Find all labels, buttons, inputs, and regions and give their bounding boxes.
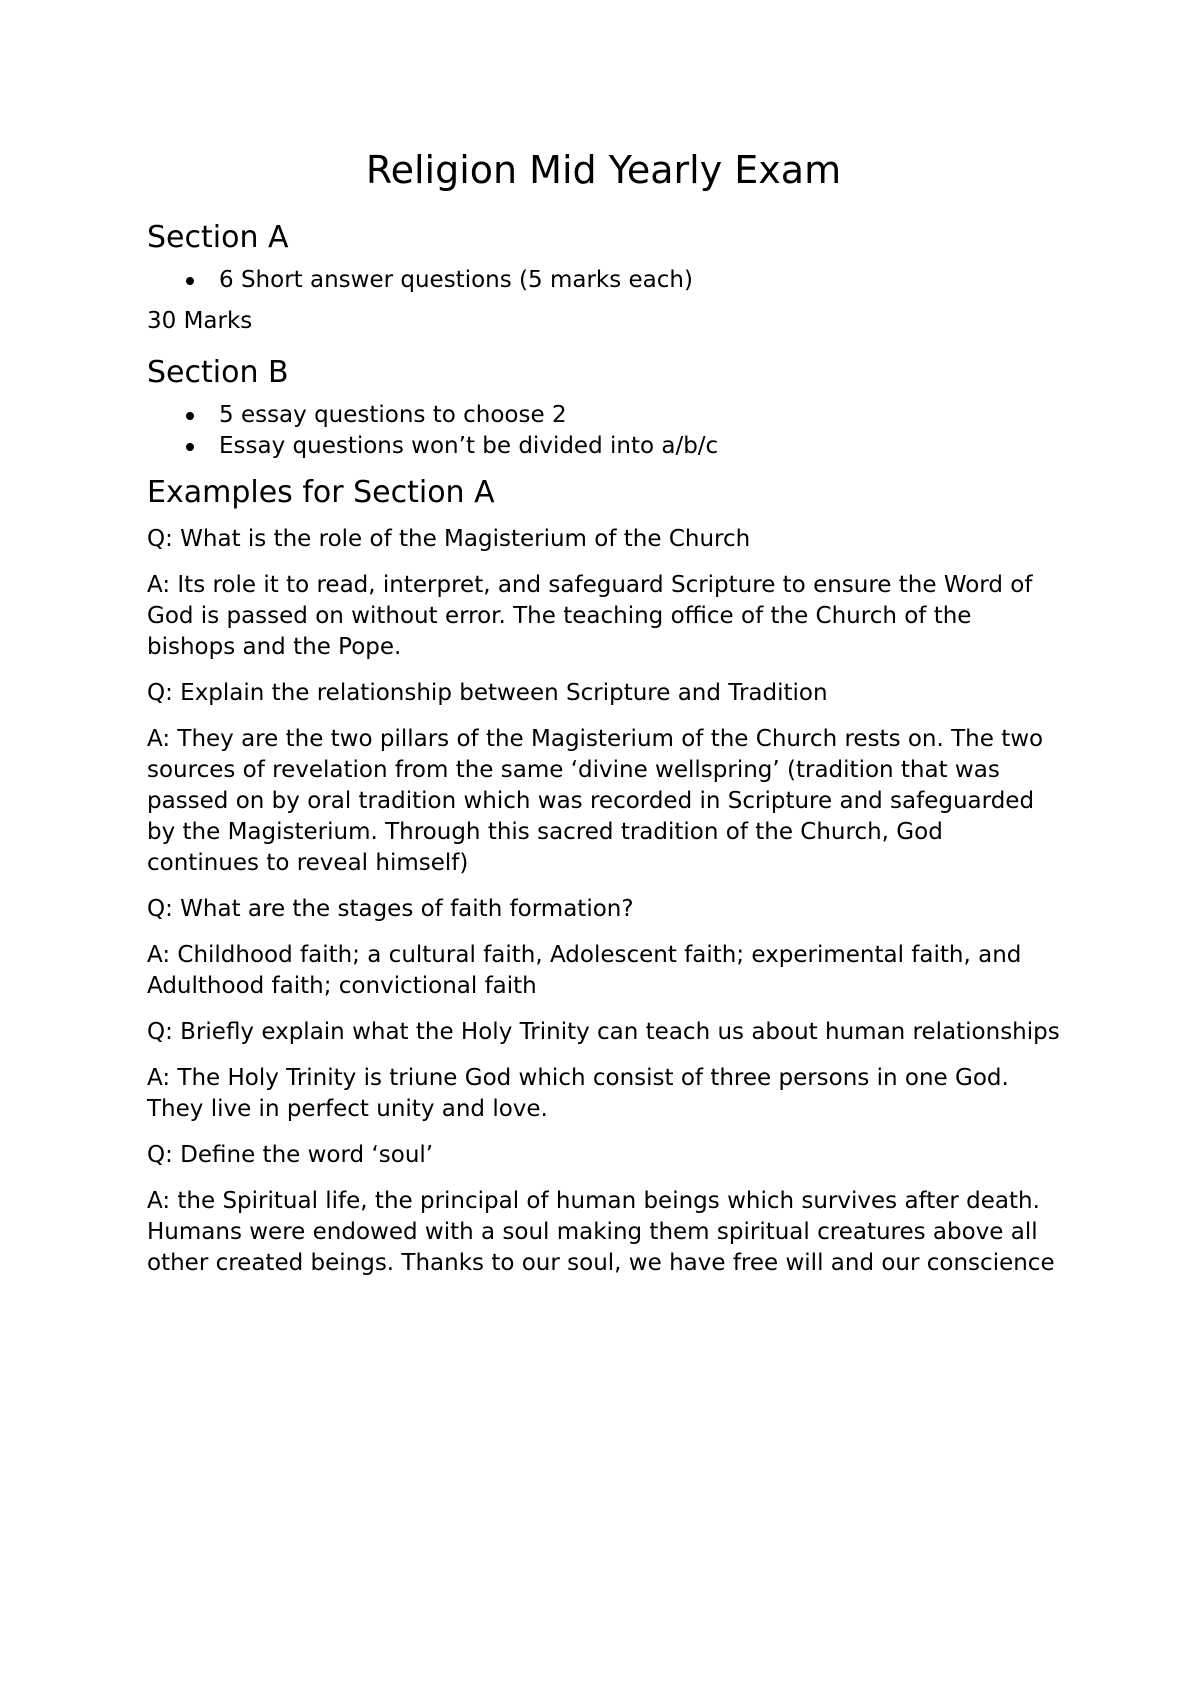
question-2: Q: Explain the relationship between Scripture and Tradition [147, 680, 828, 706]
bullet-icon [186, 443, 194, 451]
question-3: Q: What are the stages of faith formation? [147, 896, 634, 922]
question-1: Q: What is the role of the Magisterium of the Church [147, 526, 751, 552]
list-item-text: 5 essay questions to choose 2 [219, 402, 567, 428]
list-item-text: 6 Short answer questions (5 marks each) [219, 267, 693, 293]
section-a-heading: Section A [147, 220, 289, 255]
question-5: Q: Define the word ‘soul’ [147, 1142, 434, 1168]
section-b-bullet-list [147, 400, 1060, 462]
answer-3: A: Childhood faith; a cultural faith, Adolescent faith; experimental faith, and Adulthood faith; convictional faith [147, 942, 1022, 999]
bullet-icon [186, 277, 194, 285]
list-item [147, 431, 1060, 462]
document-title: Religion Mid Yearly Exam [365, 148, 842, 192]
answer-5: A: the Spiritual life, the principal of human beings which survives after death. Humans were endowed with a soul making them spiritual creatures above all other created beings. Thanks to our soul, we have free will and our conscience [147, 1188, 1055, 1276]
answer-4: A: The Holy Trinity is triune God which consist of three persons in one God. They live in perfect unity and love. [147, 1065, 1009, 1122]
list-item [147, 265, 1060, 296]
section-b-heading: Section B [147, 355, 289, 390]
list-item [147, 400, 1060, 431]
section-a-bullet-list [147, 265, 1060, 296]
section-a-marks: 30 Marks [147, 308, 253, 334]
answer-2: A: They are the two pillars of the Magisterium of the Church rests on. The two sources of revelation from the same ‘divine wellspring’ (tradition that was passed on by oral tradition which was recorded in Scripture and safeguarded by the Magisterium. Through this sacred tradition of the Church, God continues to reveal himself) [147, 726, 1044, 876]
list-item-text: Essay questions won’t be divided into a/b/c [219, 433, 719, 459]
examples-heading: Examples for Section A [147, 475, 495, 510]
answer-1: A: Its role it to read, interpret, and safeguard Scripture to ensure the Word of God is passed on without error. The teaching office of the Church of the bishops and the Pope. [147, 572, 1033, 660]
question-4: Q: Briefly explain what the Holy Trinity can teach us about human relationships [147, 1019, 1060, 1045]
bullet-icon [186, 412, 194, 420]
